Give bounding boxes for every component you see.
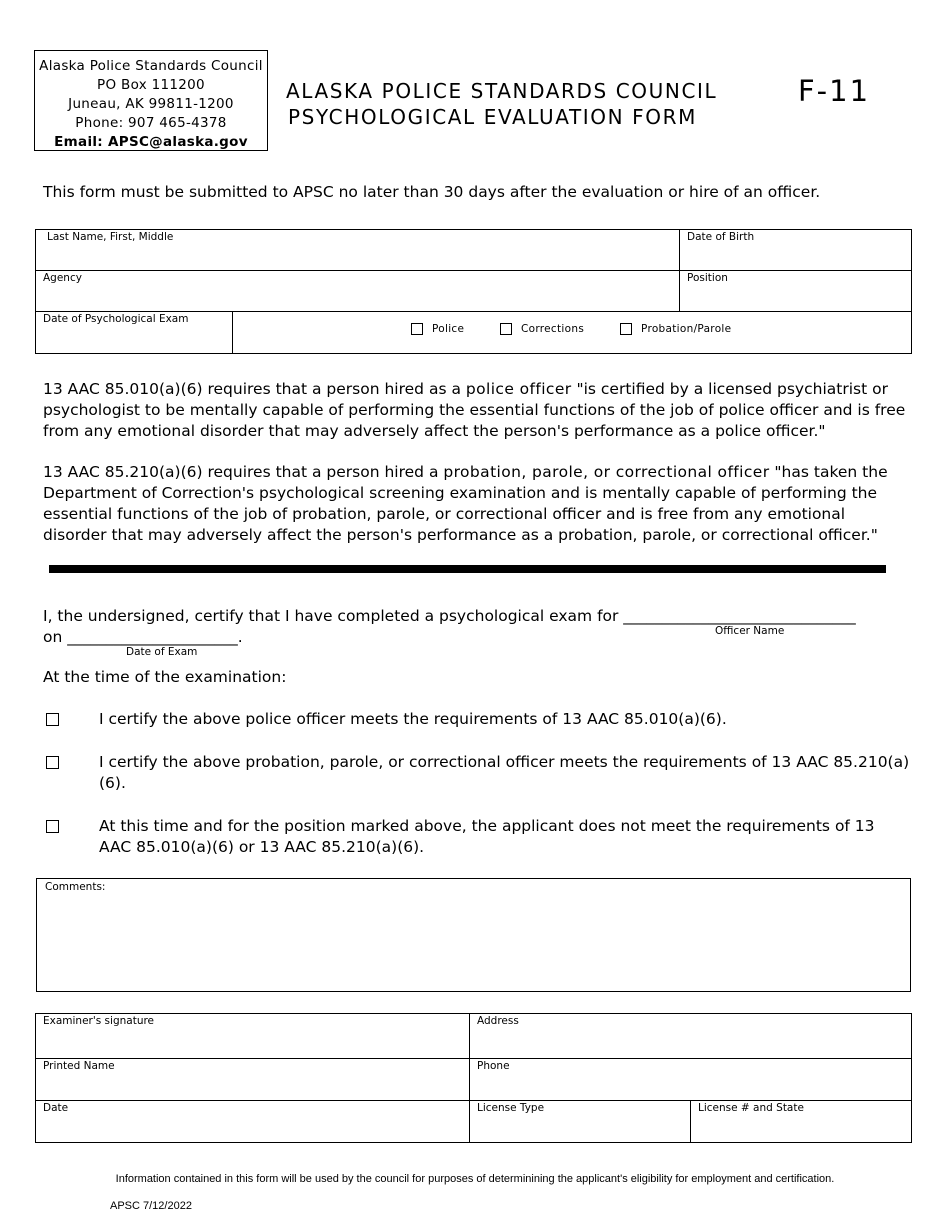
examiner-signature-field[interactable] <box>36 1014 470 1059</box>
examiner-address-field[interactable] <box>470 1014 912 1059</box>
examiner-info-table <box>35 1013 912 1143</box>
exam-date-label: Date of Psychological Exam <box>43 313 189 325</box>
exam-date-field[interactable] <box>36 312 233 354</box>
license-number-label: License # and State <box>698 1102 804 1114</box>
section-divider <box>49 565 886 573</box>
probation-parole-checkbox[interactable] <box>620 323 632 335</box>
corrections-role: probation, parole, or correctional officer <box>443 463 770 481</box>
corrections-meets-statement: I certify the above probation, parole, or correctional officer meets the requirements of 13 AAC 85.210(a)(6). <box>99 753 910 792</box>
dob-field[interactable] <box>680 230 912 271</box>
council-po-box: PO Box 111200 <box>97 77 205 93</box>
council-name: Alaska Police Standards Council <box>39 58 263 74</box>
agency-label: Agency <box>43 272 82 284</box>
examiner-address-label: Address <box>477 1015 519 1027</box>
certification-line: I, the undersigned, certify that I have completed a psychological exam for ______________________________ <box>43 607 856 625</box>
police-regulation-text: 13 AAC 85.010(a)(6) requires that a person hired as a police officer "is certified by a licensed psychiatrist or psychologist to be mentally capable of performing the essential functions of the job of police officer and is free from any emotional disorder that may adversely affect the person's performance as a police officer." <box>43 380 906 440</box>
council-phone: Phone: 907 465-4378 <box>75 115 227 131</box>
submission-notice: This form must be submitted to APSC no later than 30 days after the evaluation or hire of an officer. <box>43 183 821 201</box>
corrections-regulation-cite: 13 AAC 85.210(a)(6) <box>43 463 203 481</box>
applicant-info-table <box>35 229 912 354</box>
option-police[interactable]: Police <box>411 323 464 335</box>
position-type-options <box>233 312 912 354</box>
comments-label: Comments: <box>45 881 106 893</box>
revision-date: APSC 7/12/2022 <box>110 1200 192 1212</box>
name-label: Last Name, First, Middle <box>47 231 174 243</box>
form-title-line1: ALASKA POLICE STANDARDS COUNCIL <box>286 79 718 103</box>
police-checkbox[interactable] <box>411 323 423 335</box>
comments-field[interactable] <box>36 878 911 992</box>
exam-date-line: on ______________________. <box>43 628 243 646</box>
option-corrections[interactable]: Corrections <box>500 323 584 335</box>
form-title-line2: PSYCHOLOGICAL EVALUATION FORM <box>288 105 697 129</box>
council-city: Juneau, AK 99811-1200 <box>68 96 234 112</box>
council-email: Email: APSC@alaska.gov <box>54 134 248 150</box>
police-regulation-cite: 13 AAC 85.010(a)(6) <box>43 380 203 398</box>
form-title <box>286 78 717 130</box>
corrections-checkbox[interactable] <box>500 323 512 335</box>
license-type-label: License Type <box>477 1102 545 1114</box>
option-probation-parole[interactable]: Probation/Parole <box>620 323 731 335</box>
name-field[interactable] <box>36 230 680 271</box>
position-label: Position <box>687 272 728 284</box>
officer-name-caption: Officer Name <box>715 625 785 637</box>
corrections-regulation-text: 13 AAC 85.210(a)(6) requires that a person hired a probation, parole, or correctional officer "has taken the Department of Correction's psychological screening examination and is mentally capable of performing the essential functions of the job of probation, parole, or correctional officer and is free from any emotional disorder that may adversely affect the person's performance as a probation, parole, or correctional officer." <box>43 463 888 544</box>
dob-label: Date of Birth <box>687 231 755 243</box>
position-field[interactable] <box>680 271 912 312</box>
police-meets-statement: I certify the above police officer meets the requirements of 13 AAC 85.010(a)(6). <box>99 710 727 728</box>
examiner-signature-label: Examiner's signature <box>43 1015 155 1027</box>
form-number: F-11 <box>798 74 871 108</box>
police-meets-checkbox[interactable] <box>46 713 59 726</box>
printed-name-label: Printed Name <box>43 1060 115 1072</box>
date-of-exam-caption: Date of Exam <box>126 646 198 658</box>
corrections-meets-checkbox[interactable] <box>46 756 59 769</box>
footer-disclaimer: Information contained in this form will be used by the council for purposes of determinining the applicant's eligibility for employment and certification. <box>115 1173 835 1185</box>
does-not-meet-checkbox[interactable] <box>46 820 59 833</box>
agency-field[interactable] <box>36 271 680 312</box>
examiner-date-field[interactable] <box>36 1101 470 1143</box>
license-type-field[interactable] <box>470 1101 691 1143</box>
examiner-phone-label: Phone <box>477 1060 510 1072</box>
council-address-box <box>34 50 268 151</box>
license-number-field[interactable] <box>691 1101 912 1143</box>
police-role: police officer <box>465 380 572 398</box>
printed-name-field[interactable] <box>36 1059 470 1101</box>
does-not-meet-statement: At this time and for the position marked above, the applicant does not meet the requirements of 13 AAC 85.010(a)(6) or 13 AAC 85.210(a)(6). <box>99 817 875 856</box>
at-time-heading: At the time of the examination: <box>43 668 287 686</box>
examiner-date-label: Date <box>43 1102 69 1114</box>
examiner-phone-field[interactable] <box>470 1059 912 1101</box>
